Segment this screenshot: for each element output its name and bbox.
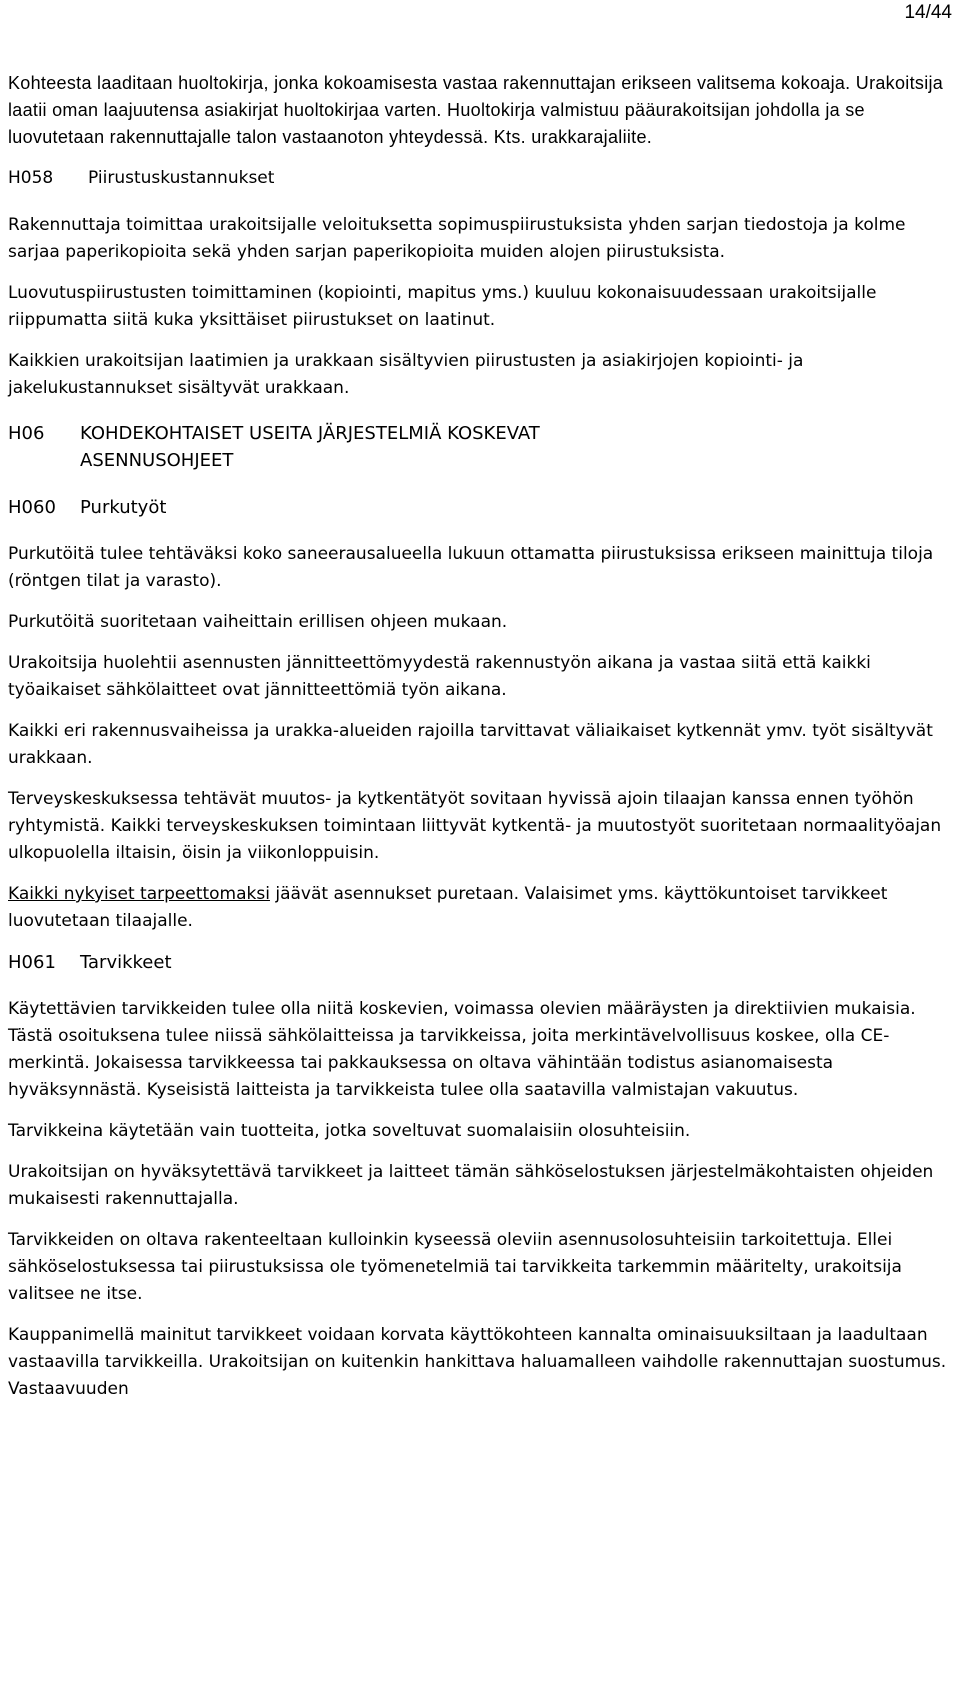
paragraph: Rakennuttaja toimittaa urakoitsijalle veloituksetta sopimuspiirustuksista yhden sarjan tiedostoja ja kolme sarjaa paperikopioita sekä yhden sarjan paperikopioita muiden alojen piirustuksista. xyxy=(8,215,906,262)
section-heading-h06 xyxy=(8,420,958,474)
paragraph: Kaikkien urakoitsijan laatimien ja urakkaan sisältyvien piirustusten ja asiakirjojen kopiointi- ja jakelukustannukset sisältyvät urakkaan. xyxy=(8,351,804,398)
section-code: H061 xyxy=(8,952,56,973)
page-number: 14/44 xyxy=(904,2,952,23)
intro-paragraph: Kohteesta laaditaan huoltokirja, jonka kokoamisesta vastaa rakennuttajan erikseen valitsema kokoaja. Urakoitsija laatii oman laajuutensa asiakirjat huoltokirjaa varten. Huoltokirja valmistuu pääurakoitsijan johdolla ja se luovutetaan rakennuttajalle talon vastaanoton yhteydessä. Kts. urakkarajaliite. xyxy=(8,73,944,147)
paragraph: Käytettävien tarvikkeiden tulee olla niitä koskevien, voimassa olevien määräysten ja direktiivien mukaisia. Tästä osoituksena tulee niissä sähkölaitteissa ja tarvikkeissa, joita merkintävelvollisuus koskee, olla CE-merkintä. Jokaisessa tarvikkeessa tai pakkauksessa on oltava vähintään todistus asianomaisesta hyväksynnästä. Kyseisistä laitteista ja tarvikkeista tulee olla saatavilla valmistajan vakuutus. xyxy=(8,999,916,1100)
paragraph: Urakoitsija huolehtii asennusten jännitteettömyydestä rakennustyön aikana ja vastaa siitä että kaikki työaikaiset sähkölaitteet ovat jännitteettömiä työn aikana. xyxy=(8,653,871,700)
paragraph-text: jäävät asennukset puretaan. Valaisimet yms. käyttökuntoiset tarvikkeet luovutetaan tilaajalle. xyxy=(8,884,888,931)
paragraph xyxy=(8,881,958,935)
section-heading-h060 xyxy=(8,494,958,521)
section-heading-h058 xyxy=(8,165,958,192)
paragraph: Kaikki eri rakennusvaiheissa ja urakka-alueiden rajoilla tarvittavat väliaikaiset kytkennät ymv. työt sisältyvät urakkaan. xyxy=(8,721,933,768)
section-heading-h061 xyxy=(8,949,958,976)
section-title: KOHDEKOHTAISET USEITA JÄRJESTELMIÄ KOSKEVAT ASENNUSOHJEET xyxy=(80,423,540,471)
section-code: H060 xyxy=(8,497,56,518)
paragraph: Purkutöitä suoritetaan vaiheittain erillisen ohjeen mukaan. xyxy=(8,612,508,632)
section-code: H06 xyxy=(8,423,45,444)
paragraph: Luovutuspiirustusten toimittaminen (kopiointi, mapitus yms.) kuuluu kokonaisuudessaan urakoitsijalle riippumatta siitä kuka yksittäiset piirustukset on laatinut. xyxy=(8,283,877,330)
paragraph: Kauppanimellä mainitut tarvikkeet voidaan korvata käyttökohteen kannalta ominaisuuksiltaan ja laadultaan vastaavilla tarvikkeilla. Urakoitsijan on kuitenkin hankittava haluamalleen vaihdolle rakennuttajan suostumus. Vastaavuuden xyxy=(8,1325,947,1399)
document-body xyxy=(8,70,958,1417)
paragraph: Terveyskeskuksessa tehtävät muutos- ja kytkentätyöt sovitaan hyvissä ajoin tilaajan kanssa ennen työhön ryhtymistä. Kaikki terveyskeskuksen toimintaan liittyvät kytkentä- ja muutostyöt suoritetaan normaalityöajan ulkopuolella iltaisin, öisin ja viikonloppuisin. xyxy=(8,789,942,863)
paragraph: Tarvikkeiden on oltava rakenteeltaan kulloinkin kyseessä oleviin asennusolosuhteisiin tarkoitettuja. Ellei sähköselostuksessa tai piirustuksissa ole työmenetelmiä tai tarvikkeita tarkemmin määritelty, urakoitsija valitsee ne itse. xyxy=(8,1230,902,1304)
paragraph: Urakoitsijan on hyväksytettävä tarvikkeet ja laitteet tämän sähköselostuksen järjestelmäkohtaisten ohjeiden mukaisesti rakennuttajalla. xyxy=(8,1162,934,1209)
section-title: Piirustuskustannukset xyxy=(88,168,275,188)
section-title: Purkutyöt xyxy=(80,497,167,518)
underlined-text: Kaikki nykyiset tarpeettomaksi xyxy=(8,884,270,904)
paragraph: Purkutöitä tulee tehtäväksi koko saneerausalueella lukuun ottamatta piirustuksissa erikseen mainittuja tiloja (röntgen tilat ja varasto). xyxy=(8,544,934,591)
section-title: Tarvikkeet xyxy=(80,952,172,973)
paragraph: Tarvikkeina käytetään vain tuotteita, jotka soveltuvat suomalaisiin olosuhteisiin. xyxy=(8,1121,691,1141)
section-code: H058 xyxy=(8,168,54,188)
